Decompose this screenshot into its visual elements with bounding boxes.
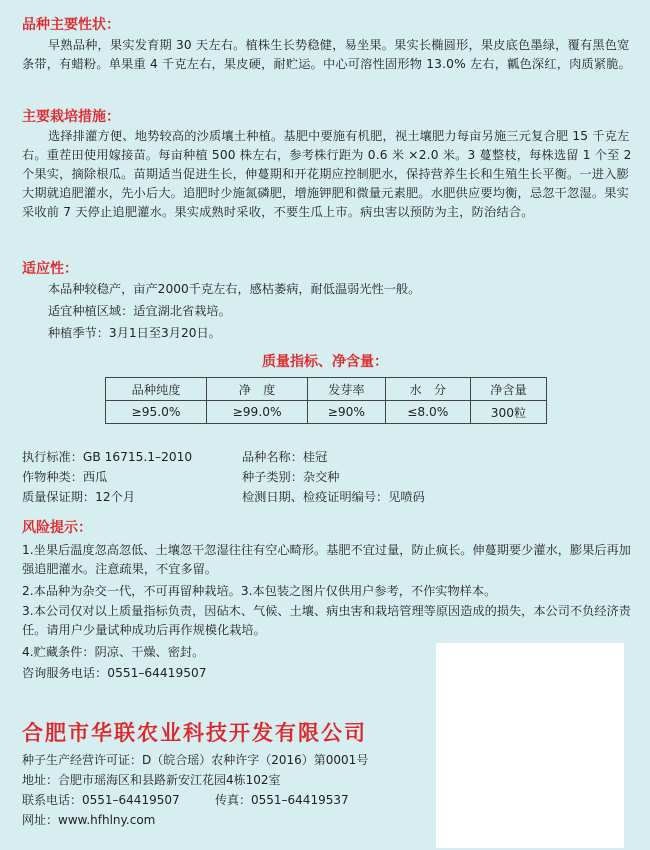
quality-header: 发芽率	[308, 378, 386, 401]
company-name: 合肥市华联农业科技开发有限公司	[22, 721, 367, 745]
company-phone: 联系电话：0551–64419507	[22, 793, 180, 807]
info-variety: 品种名称：桂冠	[242, 450, 328, 464]
quality-value-row	[106, 401, 547, 424]
quality-table	[105, 377, 547, 424]
quality-value: ≥90%	[308, 401, 386, 424]
info-standard: 执行标准：GB 16715.1–2010	[22, 450, 193, 464]
risk-item-2: 2.本品种为杂交一代，不可再留种栽培。3.本包装之图片仅供用户参考，不作实物样本。	[22, 584, 497, 598]
info-warranty: 质量保证期：12个月	[22, 490, 136, 504]
cultivation-text: 选择排灌方便、地势较高的沙质壤土种植。基肥中要施有机肥，视土壤肥力每亩另施三元复合肥 15 千克左右。重茬田使用嫁接苗。每亩种植 500 株左右，参考株行距为 0.6 米 ×2.0 米。3 蔓整枝，每株选留 1 个至 2 个果实，摘除根瓜。苗期适当促进生长，伸蔓期和开花期应控制肥水，保持营养生长和生殖生长平衡。一进入膨大期就追肥灌水，先小后大。追肥时少施氮磷肥，增施钾肥和微量元素肥。水肥供应要均衡，忌忽干忽湿。果实采收前 7 天停止追肥灌水。果实成熟时采收，不要生瓜上市。病虫害以预防为主，防治结合。	[22, 129, 632, 219]
adaptability-season: 种植季节：3月1日至3月20日。	[48, 326, 221, 340]
quality-header: 净 度	[207, 378, 308, 401]
risk-item-3: 3.本公司仅对以上质量指标负责，因砧木、气候、土壤、病虫害和栽培管理等原因造成的损失，本公司不负经济责任。请用户少量试种成功后再作规模化栽培。	[22, 604, 631, 637]
adaptability-yield: 本品种较稳产，亩产2000千克左右，感枯萎病，耐低温弱光性一般。	[48, 282, 421, 296]
quality-header: 水 分	[385, 378, 470, 401]
company-website: 网址：www.hfhlny.com	[22, 813, 156, 827]
company-license: 种子生产经营许可证：D（皖合瑶）农种许字（2016）第0001号	[22, 753, 369, 767]
company-fax: 传真：0551–64419537	[215, 793, 349, 807]
cultivation-title: 主要栽培措施：	[22, 109, 120, 125]
info-crop: 作物种类：西瓜	[22, 470, 108, 484]
info-seed-type: 种子类别：杂交种	[242, 470, 340, 484]
adaptability-title: 适应性：	[22, 261, 78, 277]
risk-item-1: 1.坐果后温度忽高忽低、土壤忽干忽湿往往有空心畸形。基肥不宜过量，防止疯长。伸蔓期要少灌水，膨果后再加强追肥灌水。注意疏果，不宜多留。	[22, 543, 631, 576]
quality-value: ≥99.0%	[207, 401, 308, 424]
risk-title: 风险提示：	[22, 520, 92, 536]
blank-label-area	[436, 643, 624, 848]
adaptability-region: 适宜种植区域：适宜湖北省栽培。	[48, 304, 231, 318]
quality-value: 300粒	[470, 401, 546, 424]
quality-header-row	[106, 378, 547, 401]
info-inspection: 检测日期、检疫证明编号：见喷码	[242, 490, 425, 504]
quality-value: ≤8.0%	[385, 401, 470, 424]
characteristics-text: 早熟品种，果实发育期 30 天左右。植株生长势稳健，易坐果。果实长椭圆形，果皮底色墨绿，覆有黑色宽条带，有蜡粉。单果重 4 千克左右，果皮硬，耐贮运。中心可溶性固形物 13.0% 左右，瓤色深红，肉质紧脆。	[22, 38, 632, 71]
characteristics-title: 品种主要性状：	[22, 17, 120, 33]
company-address: 地址：合肥市瑶海区和县路新安江花园4栋102室	[22, 773, 281, 787]
risk-hotline: 咨询服务电话：0551–64419507	[22, 666, 207, 680]
quality-header: 品种纯度	[106, 378, 207, 401]
quality-title: 质量指标、净含量：	[262, 354, 388, 370]
quality-value: ≥95.0%	[106, 401, 207, 424]
quality-header: 净含量	[470, 378, 546, 401]
risk-item-4: 4.贮藏条件：阴凉、干燥、密封。	[22, 645, 205, 659]
